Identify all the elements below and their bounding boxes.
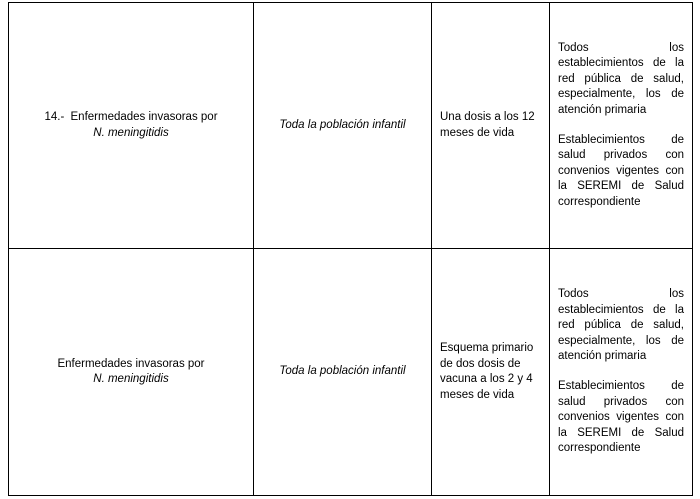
target-population-text: Toda la población infantil	[279, 118, 406, 131]
cell-dose-schedule	[432, 3, 550, 249]
target-population-text: Toda la población infantil	[279, 365, 406, 378]
place-paragraph-private: Establecimientos de salud privados con convenios vigentes con la SEREMI de Salud correspondiente	[558, 133, 684, 208]
place-paragraph-public: Todos los establecimientos de la red pública de salud, especialmente, los de atención primaria	[558, 288, 684, 363]
disease-number: 14.-	[44, 111, 65, 123]
disease-name-line1: Enfermedades invasoras por	[70, 111, 218, 123]
table-row	[9, 249, 693, 496]
disease-name-line1: Enfermedades invasoras por	[57, 357, 205, 370]
place-paragraph-private: Establecimientos de salud privados con convenios vigentes con la SEREMI de Salud correspondiente	[558, 380, 684, 455]
cell-disease	[9, 249, 254, 496]
cell-disease	[9, 3, 254, 249]
vaccination-schedule-table	[8, 2, 693, 496]
place-paragraph-public: Todos los establecimientos de la red pública de salud, especialmente, los de atención primaria	[558, 41, 684, 116]
cell-target-population	[254, 3, 432, 249]
disease-name-line2: N. meningitidis	[93, 126, 169, 139]
disease-name-line2: N. meningitidis	[93, 373, 169, 385]
dose-schedule-text: Esquema primario de dos dosis de vacuna a los 2 y 4 meses de vida	[440, 342, 534, 401]
cell-dose-schedule	[432, 249, 550, 496]
cell-vaccination-places	[550, 3, 693, 249]
table-row	[9, 3, 693, 249]
dose-schedule-text: Una dosis a los 12 meses de vida	[440, 111, 535, 139]
cell-vaccination-places	[550, 249, 693, 496]
cell-target-population	[254, 249, 432, 496]
